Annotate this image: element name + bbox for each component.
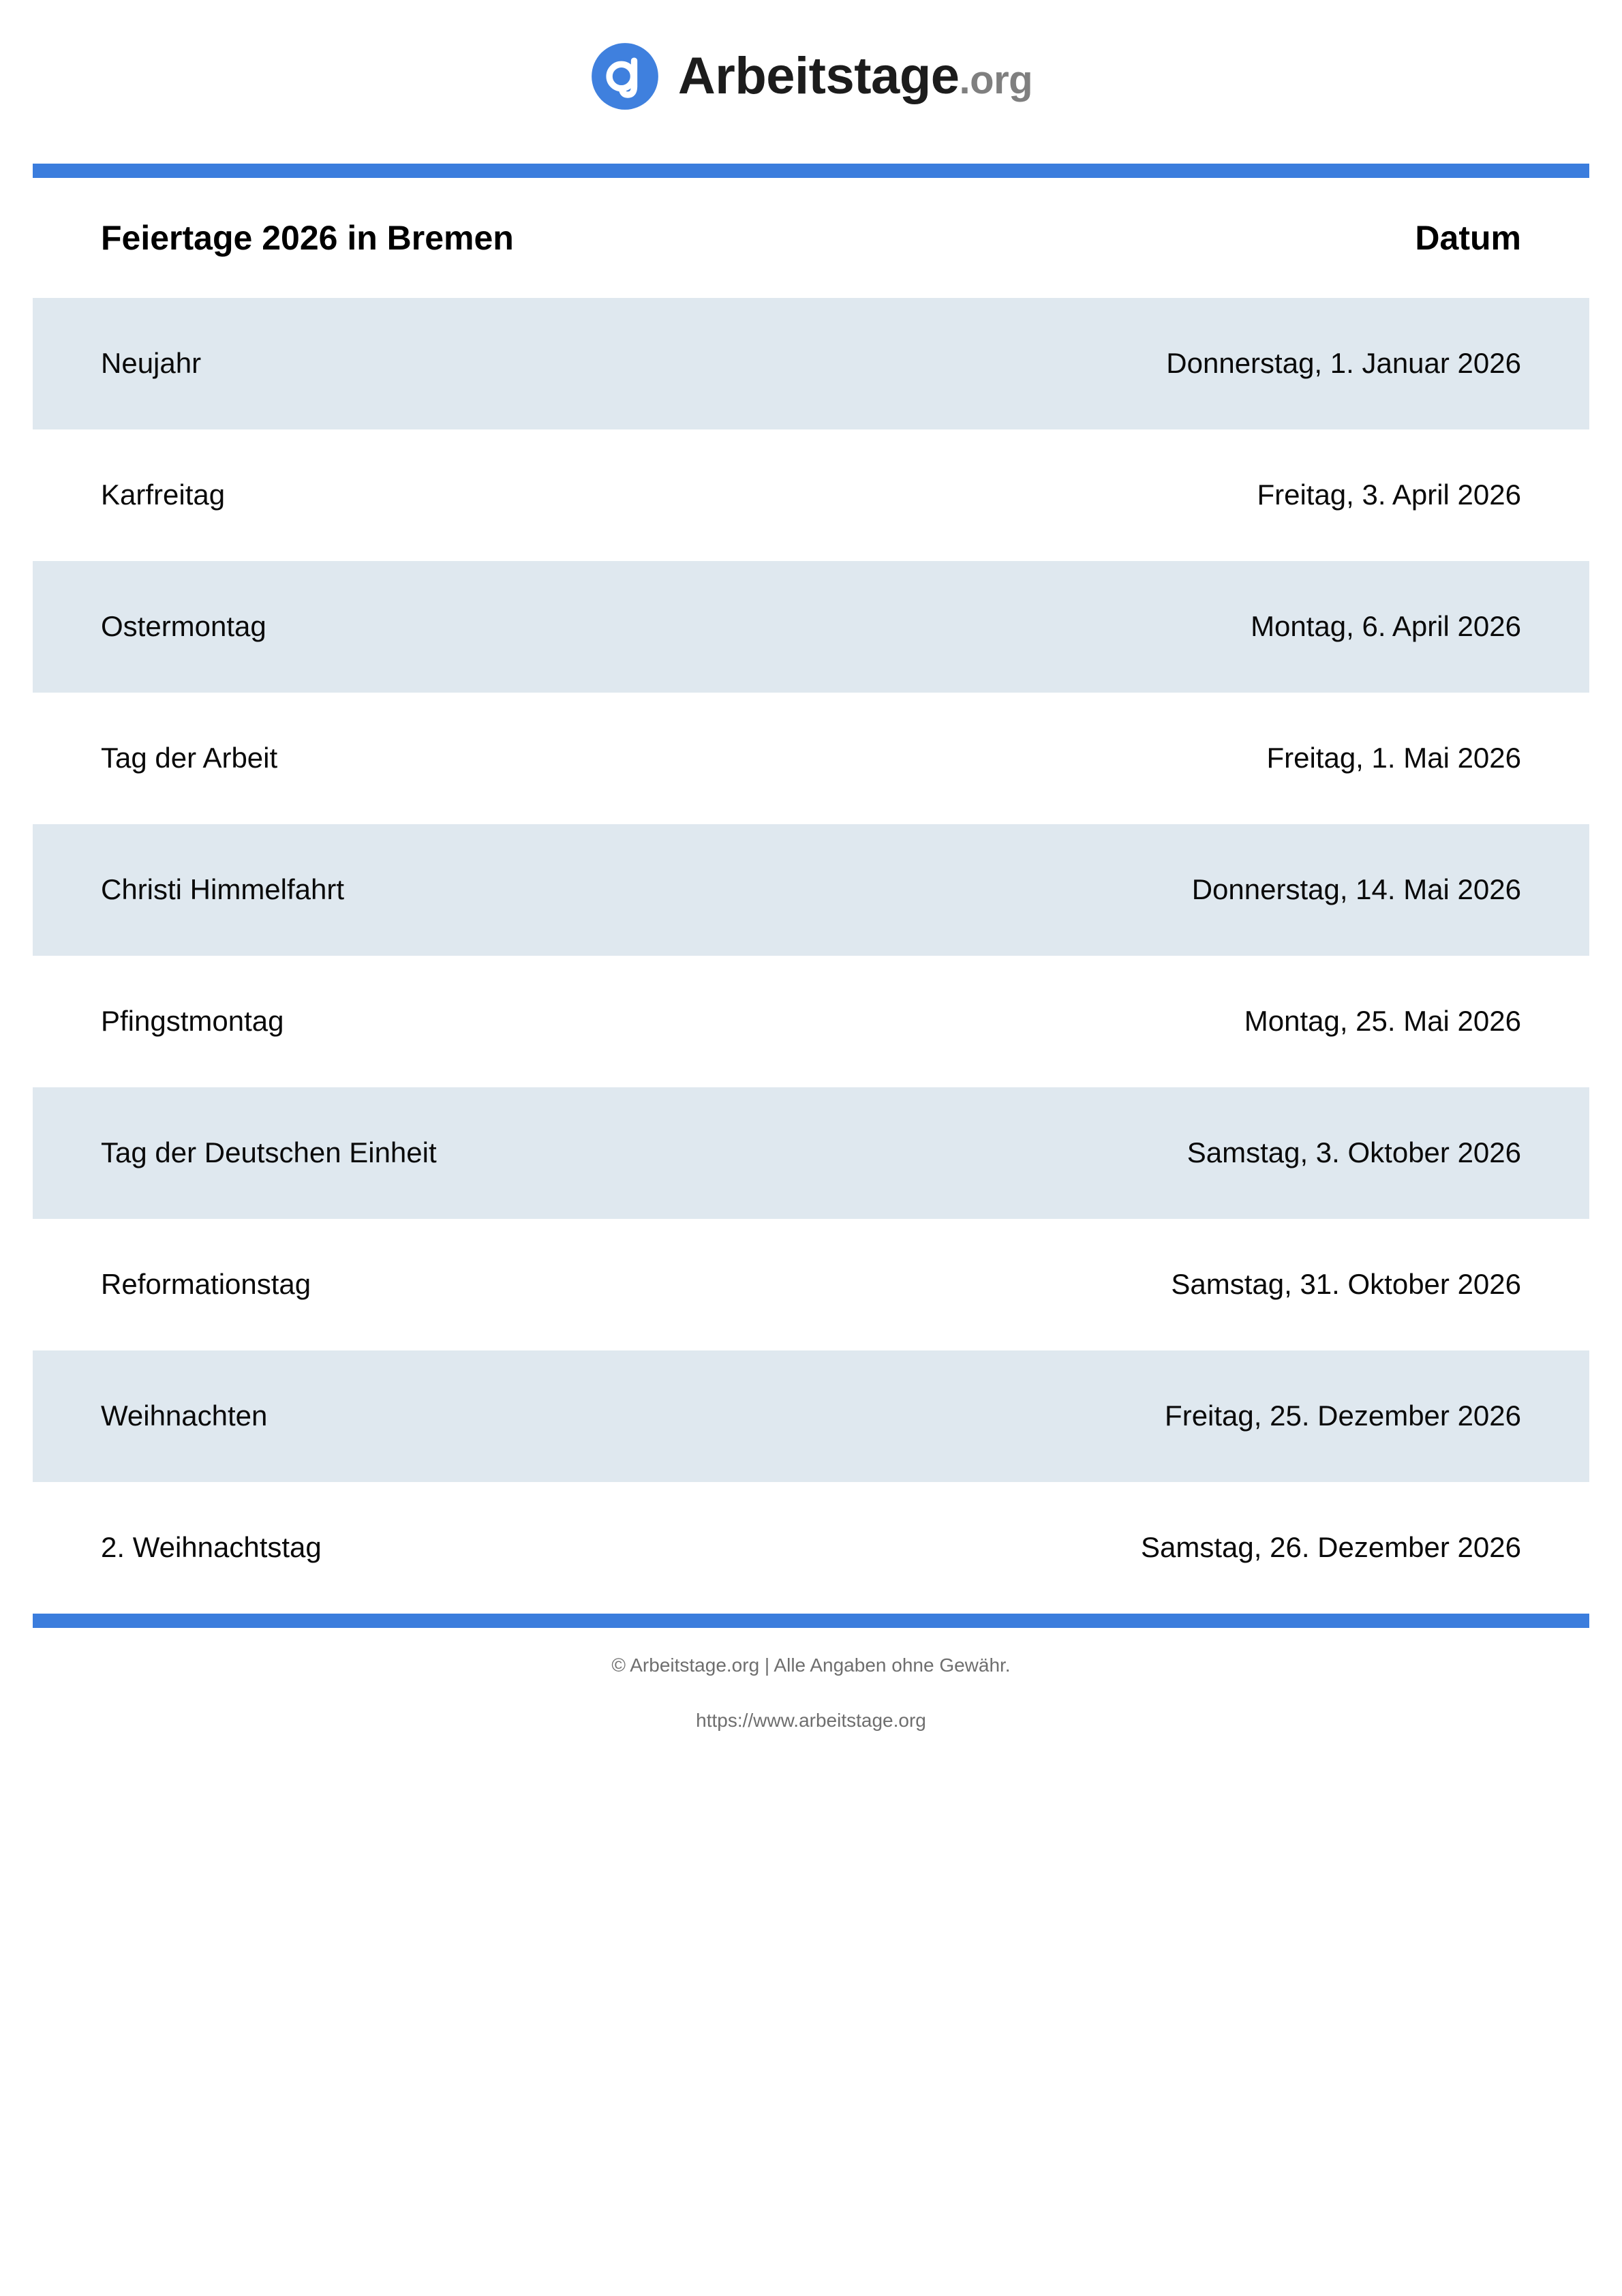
holiday-date: Freitag, 1. Mai 2026 <box>1266 742 1521 774</box>
table-row <box>33 956 1589 1087</box>
brand-name: Arbeitstage <box>677 47 960 105</box>
table-row <box>33 429 1589 561</box>
site-header <box>0 0 1622 164</box>
brand-logo[interactable] <box>590 41 1032 112</box>
table-row <box>33 824 1589 956</box>
bottom-accent-rule <box>33 1614 1589 1628</box>
at-circle-logo-icon <box>590 41 660 112</box>
holiday-date: Montag, 6. April 2026 <box>1251 610 1521 643</box>
holiday-name: Pfingstmontag <box>101 1005 284 1038</box>
table-row <box>33 1219 1589 1350</box>
holiday-date: Montag, 25. Mai 2026 <box>1244 1005 1521 1038</box>
holidays-table <box>33 178 1589 1614</box>
page-title: Feiertage 2026 in Bremen <box>101 219 514 257</box>
holiday-name: Ostermontag <box>101 610 266 643</box>
site-footer <box>0 1628 1622 1732</box>
table-header-row <box>33 178 1589 298</box>
holiday-name: 2. Weihnachtstag <box>101 1531 322 1564</box>
holiday-date: Donnerstag, 14. Mai 2026 <box>1191 873 1521 906</box>
holiday-name: Weihnachten <box>101 1400 268 1432</box>
holiday-name: Karfreitag <box>101 479 226 511</box>
table-row <box>33 1087 1589 1219</box>
holiday-date: Freitag, 25. Dezember 2026 <box>1165 1400 1521 1432</box>
holiday-name: Tag der Arbeit <box>101 742 278 774</box>
brand-tld: .org <box>959 58 1033 102</box>
column-header-date: Datum <box>1415 219 1521 257</box>
holiday-name: Reformationstag <box>101 1268 311 1301</box>
holiday-name: Neujahr <box>101 347 202 380</box>
holiday-date: Samstag, 26. Dezember 2026 <box>1141 1531 1521 1564</box>
brand-wordmark <box>677 47 1033 105</box>
footer-copyright: © Arbeitstage.org | Alle Angaben ohne Gewähr. <box>611 1655 1011 1676</box>
table-row <box>33 693 1589 824</box>
holiday-name: Tag der Deutschen Einheit <box>101 1136 437 1169</box>
holiday-date: Donnerstag, 1. Januar 2026 <box>1166 347 1521 380</box>
table-row <box>33 298 1589 429</box>
top-accent-rule <box>33 164 1589 178</box>
table-body <box>33 298 1589 1614</box>
table-row <box>33 561 1589 693</box>
holiday-date: Samstag, 31. Oktober 2026 <box>1171 1268 1521 1301</box>
holiday-date: Samstag, 3. Oktober 2026 <box>1187 1136 1521 1169</box>
holiday-name: Christi Himmelfahrt <box>101 873 345 906</box>
holiday-date: Freitag, 3. April 2026 <box>1257 479 1521 511</box>
table-row <box>33 1482 1589 1614</box>
footer-url[interactable]: https://www.arbeitstage.org <box>696 1709 926 1731</box>
table-row <box>33 1350 1589 1482</box>
